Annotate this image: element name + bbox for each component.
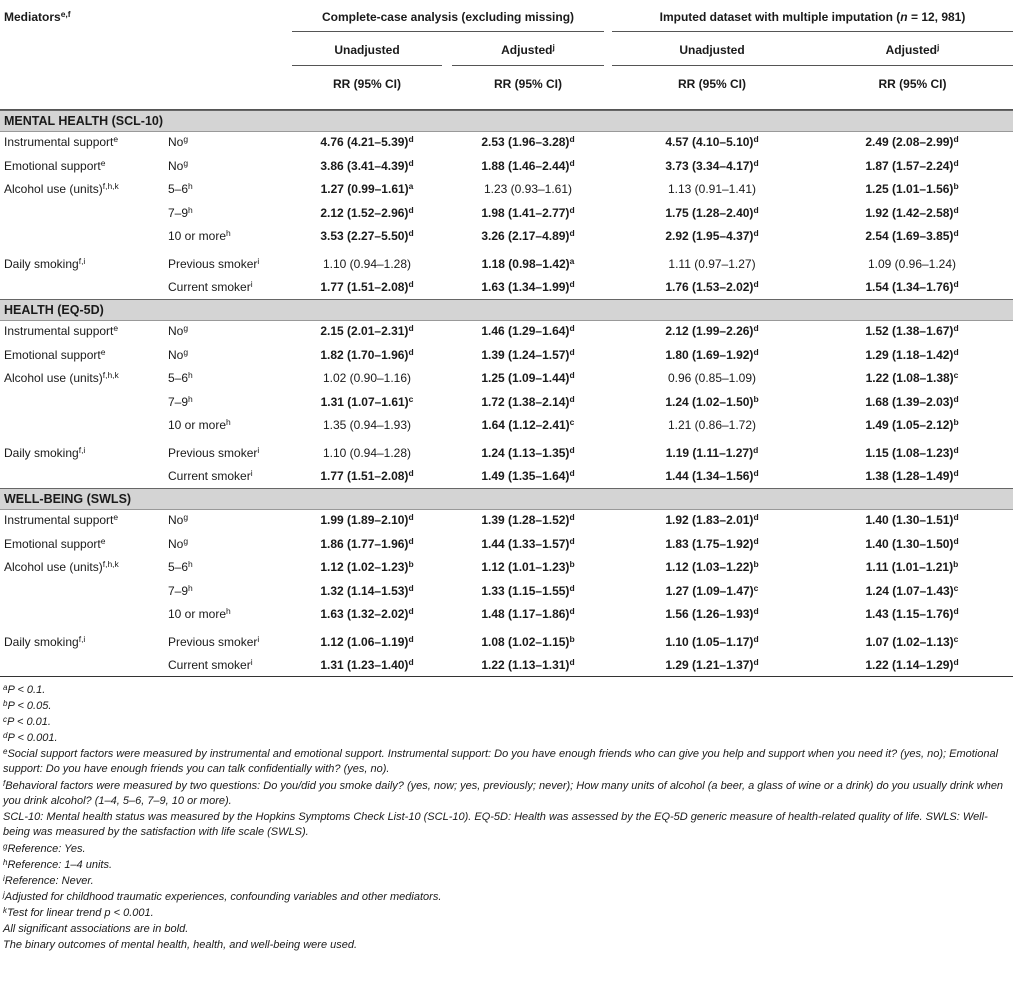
rr-value: 1.09 (0.96–1.24) — [867, 256, 957, 271]
rr-value: 2.49 $(2.08-2.99)^d$ — [865, 134, 959, 149]
rr-header-1: RR (95% CI) — [332, 77, 401, 91]
rr-value: 1.33 $(1.15-1.55)^d$ — [481, 582, 575, 598]
rr-value: 1.80 $(1.69-1.92)^d$ — [665, 346, 759, 362]
rr-value: 1.08 $(1.02-1.15)^b$ — [481, 633, 575, 649]
footnote: The binary outcomes of mental health, health, and well-being were used. — [3, 938, 358, 951]
level-label: 10 or more$^h$ — [168, 228, 231, 243]
rr-value: 1.11 $(1.01-1.21)^b$ — [865, 559, 959, 574]
imputed-header: Imputed dataset with multiple imputation (n = 12, 981) — [659, 10, 966, 24]
rr-value: 1.49 $(1.35-1.64)^d$ — [481, 468, 575, 483]
level-label: Previous smoker$^i$ — [168, 444, 260, 460]
rr-value: 2.12 $(1.52-2.96)^d$ — [320, 204, 414, 220]
rr-value: 1.18 $(0.98-1.42)^a$ — [481, 255, 575, 271]
rr-header-4: RR (95% CI) — [878, 77, 947, 91]
rr-value: 2.53 $(1.96-3.28)^d$ — [481, 134, 575, 149]
rr-value: 1.31 $(1.23-1.40)^d$ — [320, 657, 414, 672]
rr-value: 1.02 (0.90–1.16) — [322, 371, 412, 385]
rr-value: 1.63 $(1.32-2.02)^d$ — [320, 606, 414, 621]
mediator-label: Emotional support$^e$ — [4, 535, 106, 551]
rr-value: 1.11 (0.97–1.27) — [668, 256, 756, 271]
rr-value: 1.32 $(1.14-1.53)^d$ — [320, 582, 414, 598]
footnote: $^k$Test for linear trend p < 0.001. — [3, 905, 154, 919]
footnote: $^c$P < 0.01. — [3, 715, 51, 728]
rr-value: 1.83 $(1.75-1.92)^d$ — [665, 535, 759, 551]
level-label: No$^g$ — [168, 512, 189, 527]
rr-value: 4.76 $(4.21-5.39)^d$ — [320, 134, 414, 149]
unadjusted-header-1: Unadjusted — [334, 43, 400, 57]
footnote: $^i$Reference: Never. — [3, 873, 94, 887]
rr-value: 1.72 $(1.38-2.14)^d$ — [481, 393, 575, 409]
rr-value: 1.13 (0.91–1.41) — [667, 182, 757, 196]
rr-value: 1.12 $(1.01-1.23)^b$ — [481, 559, 575, 574]
rr-value: 2.15 $(2.01-2.31)^d$ — [320, 323, 414, 338]
level-label: No$^g$ — [168, 535, 189, 551]
rr-value: 0.96 (0.85–1.09) — [667, 371, 757, 385]
rr-value: 1.25 $(1.09-1.44)^d$ — [481, 370, 575, 385]
mediators-header: Mediators$^{e,f}$ — [4, 9, 71, 24]
mediator-label: Instrumental support$^e$ — [4, 134, 119, 149]
rr-value: 1.56 $(1.26-1.93)^d$ — [665, 606, 759, 621]
level-label: Current smoker$^i$ — [168, 468, 253, 483]
level-label: 10 or more$^h$ — [168, 417, 231, 432]
rr-value: 1.21 (0.86–1.72) — [667, 418, 757, 432]
level-label: No$^g$ — [168, 134, 189, 149]
rr-value: 1.52 $(1.38-1.67)^d$ — [865, 323, 959, 338]
rr-value: 3.86 $(3.41-4.39)^d$ — [320, 157, 414, 173]
rr-value: 1.39 $(1.28-1.52)^d$ — [481, 512, 575, 527]
rr-value: 1.12 $(1.02-1.23)^b$ — [320, 559, 414, 574]
rr-value: 1.10 $(1.05-1.17)^d$ — [665, 633, 759, 649]
rr-value: 1.44 $(1.33-1.57)^d$ — [481, 535, 575, 551]
rr-header-3: RR (95% CI) — [677, 77, 746, 91]
rr-value: 1.76 $(1.53-2.02)^d$ — [665, 279, 759, 294]
rr-value: 1.77 $(1.51-2.08)^d$ — [320, 468, 414, 483]
level-label: No$^g$ — [168, 323, 189, 338]
rr-value: 2.54 $(1.69-3.85)^d$ — [865, 228, 959, 243]
unadjusted-header-2: Unadjusted — [679, 43, 745, 57]
rr-value: 1.86 $(1.77-1.96)^d$ — [320, 535, 414, 551]
rr-value: 1.75 $(1.28-2.40)^d$ — [665, 204, 759, 220]
footnote: $^a$P < 0.1. — [3, 683, 46, 696]
level-label: No$^g$ — [168, 157, 189, 173]
level-label: 5–6$^h$ — [168, 181, 193, 196]
footnote: $^b$P < 0.05. — [3, 699, 52, 712]
rr-value: 1.40 $(1.30-1.50)^d$ — [865, 535, 959, 551]
footnote: All significant associations are in bold. — [3, 922, 189, 935]
section-header — [0, 488, 1013, 510]
footnote: SCL-10: Mental health status was measured by the Hopkins Symptoms Check List-10 (SCL-10). EQ-5D: Health was assessed by the EQ-5D generic measure of health-related quality of life. SWLS: Well-being was measured by the satisfaction with life scale (SWLS). — [3, 811, 988, 839]
footnote: $^d$P < 0.001. — [3, 731, 58, 744]
complete-case-header: Complete-case analysis (excluding missing) — [321, 10, 575, 24]
footnote: $^e$Social support factors were measured by instrumental and emotional support. Instrumental support: Do you have enough friends who can give you help and support when you need it? (yes, no); Emotional support: Do you have enough friends you can talk confidentially with? (yes, no). — [3, 747, 999, 775]
rr-value: 1.82 $(1.70-1.96)^d$ — [320, 346, 414, 362]
mediator-label: Alcohol use (units)$^{f,h,k}$ — [4, 559, 119, 574]
rr-value: 1.15 $(1.08-1.23)^d$ — [865, 444, 959, 460]
mediator-label: Daily smoking$^{f,i}$ — [4, 444, 86, 460]
rr-value: 1.68 $(1.39-2.03)^d$ — [865, 393, 959, 409]
adjusted-header-2: Adjusted$^j$ — [885, 42, 940, 57]
rr-value: 1.22 $(1.08-1.38)^c$ — [865, 370, 959, 385]
rr-value: 1.44 $(1.34-1.56)^d$ — [665, 468, 759, 483]
rr-value: 1.31 $(1.07-1.61)^c$ — [320, 393, 414, 409]
rr-value: 1.19 $(1.11-1.27)^d$ — [665, 444, 759, 460]
rr-value: 1.27 $(0.99-1.61)^a$ — [320, 181, 414, 196]
rr-value: 1.77 $(1.51-2.08)^d$ — [320, 279, 414, 294]
rr-value: 1.07 $(1.02-1.13)^c$ — [865, 633, 959, 649]
rr-value: 1.22 $(1.13-1.31)^d$ — [481, 657, 575, 672]
table-bottom-rule — [0, 676, 1013, 677]
mediator-label: Alcohol use (units)$^{f,h,k}$ — [4, 181, 119, 196]
rr-value: 1.23 (0.93–1.61) — [483, 182, 573, 196]
rr-value: 1.92 $(1.42-2.58)^d$ — [865, 204, 959, 220]
level-label: Current smoker$^i$ — [168, 657, 253, 672]
rr-value: 1.98 $(1.41-2.77)^d$ — [481, 204, 575, 220]
rr-value: 1.12 $(1.03-1.22)^b$ — [665, 559, 759, 574]
mediator-label: Emotional support$^e$ — [4, 346, 106, 362]
rr-value: 1.64 $(1.12-2.41)^c$ — [481, 417, 575, 432]
level-label: 7–9$^h$ — [168, 204, 193, 220]
rr-value: 1.10 (0.94–1.28) — [322, 256, 412, 271]
rr-value: 1.25 $(1.01-1.56)^b$ — [865, 181, 959, 196]
mediator-label: Daily smoking$^{f,i}$ — [4, 633, 86, 649]
rr-value: 1.48 $(1.17-1.86)^d$ — [481, 606, 575, 621]
rr-value: 1.88 $(1.46-2.44)^d$ — [481, 157, 575, 173]
level-label: 7–9$^h$ — [168, 582, 193, 598]
footnote: $^j$Adjusted for childhood traumatic experiences, confounding variables and other mediators. — [3, 889, 442, 903]
level-label: 5–6$^h$ — [168, 370, 193, 385]
level-label: Current smoker$^i$ — [168, 279, 253, 294]
section-title: WELL-BEING (SWLS) — [4, 492, 132, 506]
mediator-label: Alcohol use (units)$^{f,h,k}$ — [4, 370, 119, 385]
rr-value: 1.63 $(1.34-1.99)^d$ — [481, 279, 575, 294]
mediator-label: Instrumental support$^e$ — [4, 323, 119, 338]
level-label: 10 or more$^h$ — [168, 606, 231, 621]
level-label: 7–9$^h$ — [168, 393, 193, 409]
rr-value: 1.99 $(1.89-2.10)^d$ — [320, 512, 414, 527]
rr-value: 1.24 $(1.07-1.43)^c$ — [865, 582, 959, 598]
section-header — [0, 299, 1013, 321]
mediator-label: Instrumental support$^e$ — [4, 512, 119, 527]
adjusted-header-1: Adjusted$^j$ — [501, 42, 555, 57]
level-label: No$^g$ — [168, 346, 189, 362]
rr-value: 1.29 $(1.18-1.42)^d$ — [865, 346, 959, 362]
mediator-label: Daily smoking$^{f,i}$ — [4, 255, 86, 271]
section-title: MENTAL HEALTH (SCL-10) — [4, 114, 164, 128]
rr-header-2: RR (95% CI) — [493, 77, 562, 91]
rr-value: 1.43 $(1.15-1.76)^d$ — [865, 606, 959, 621]
rr-value: 1.29 $(1.21-1.37)^d$ — [665, 657, 759, 672]
rr-value: 4.57 $(4.10-5.10)^d$ — [665, 134, 759, 149]
level-label: Previous smoker$^i$ — [168, 255, 260, 271]
rr-value: 1.49 $(1.05-2.12)^b$ — [865, 417, 959, 432]
section-title: HEALTH (EQ-5D) — [4, 303, 104, 317]
rr-value: 3.73 $(3.34-4.17)^d$ — [665, 157, 759, 173]
rr-value: 1.24 $(1.02-1.50)^b$ — [665, 393, 759, 409]
rr-value: 1.10 (0.94–1.28) — [322, 445, 412, 460]
level-label: Previous smoker$^i$ — [168, 633, 260, 649]
footnote: $^g$Reference: Yes. — [3, 841, 86, 855]
section-header — [0, 110, 1013, 132]
rr-value: 3.53 $(2.27-5.50)^d$ — [320, 228, 414, 243]
rr-value: 2.92 $(1.95-4.37)^d$ — [665, 228, 759, 243]
rr-value: 1.38 $(1.28-1.49)^d$ — [865, 468, 959, 483]
rr-value: 3.26 $(2.17-4.89)^d$ — [481, 228, 575, 243]
rr-value: 1.39 $(1.24-1.57)^d$ — [481, 346, 575, 362]
rr-value: 1.92 $(1.83-2.01)^d$ — [665, 512, 759, 527]
footnote: $^f$Behavioral factors were measured by two questions: Do you/did you smoke daily? (yes, now; yes, previously; never); How many units of alcohol (a beer, a glass of wine or a drink) do you usually drink when you drink alcohol? (1–4, 5–6, 7–9, 10 or more). — [3, 778, 1004, 807]
footnote: $^h$Reference: 1–4 units. — [3, 857, 113, 871]
rr-value: 1.54 $(1.34-1.76)^d$ — [865, 279, 959, 294]
rr-value: 1.40 $(1.30-1.51)^d$ — [865, 512, 959, 527]
rr-value: 1.22 $(1.14-1.29)^d$ — [865, 657, 959, 672]
rr-value: 2.12 $(1.99-2.26)^d$ — [665, 323, 759, 338]
rr-value: 1.12 $(1.06-1.19)^d$ — [320, 633, 414, 649]
level-label: 5–6$^h$ — [168, 559, 193, 574]
rr-value: 1.46 $(1.29-1.64)^d$ — [481, 323, 575, 338]
rr-value: 1.24 $(1.13-1.35)^d$ — [481, 444, 575, 460]
rr-value: 1.35 (0.94–1.93) — [322, 418, 412, 432]
mediator-label: Emotional support$^e$ — [4, 157, 106, 173]
rr-value: 1.27 $(1.09-1.47)^c$ — [665, 582, 759, 598]
rr-value: 1.87 $(1.57-2.24)^d$ — [865, 157, 959, 173]
